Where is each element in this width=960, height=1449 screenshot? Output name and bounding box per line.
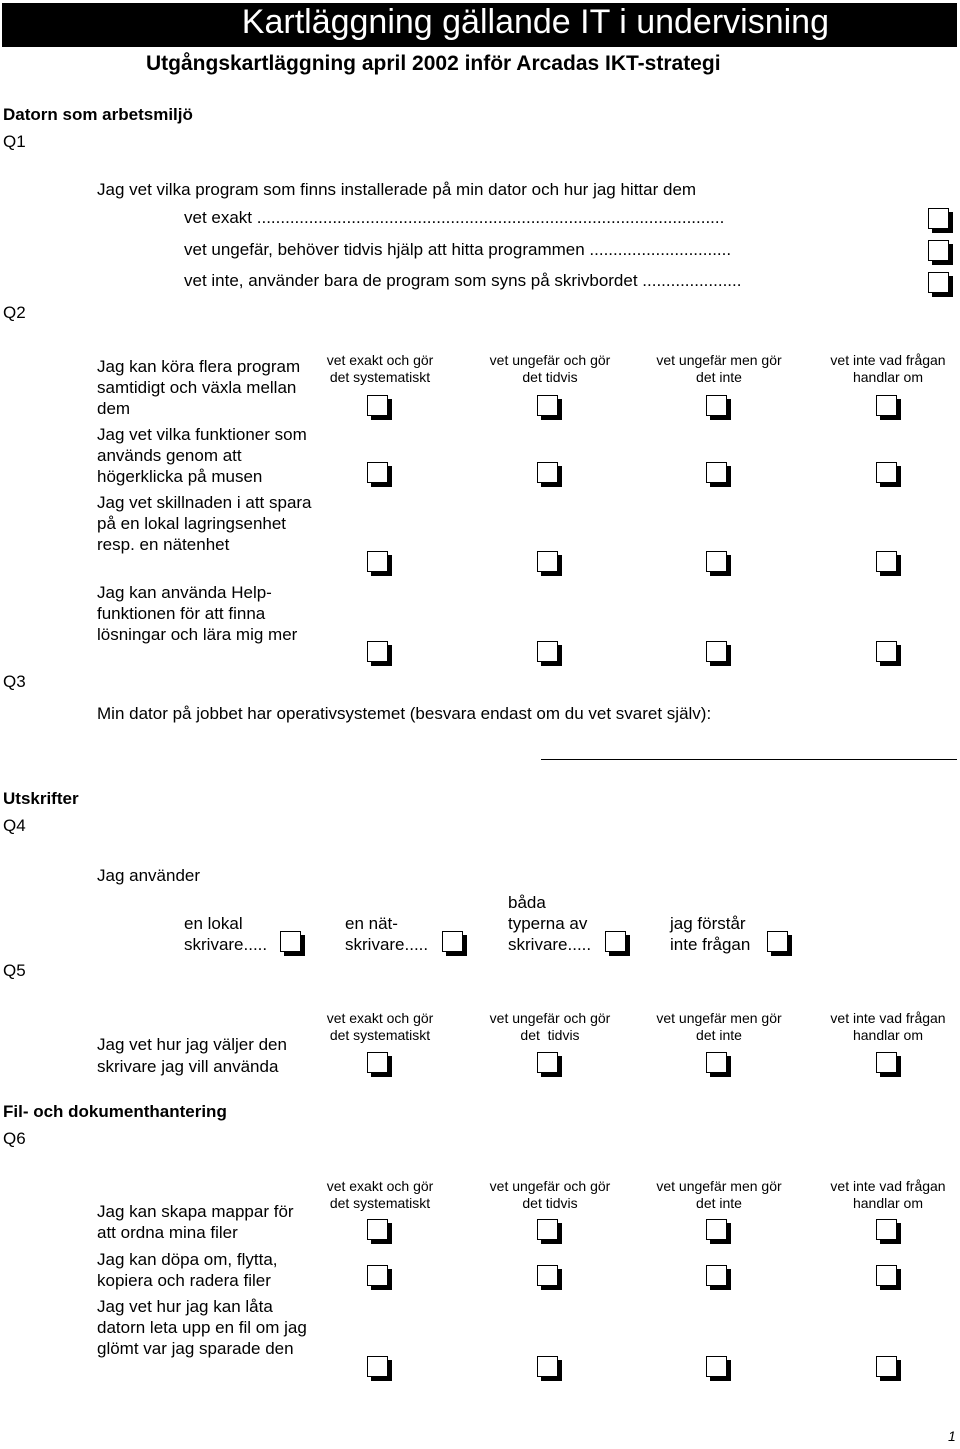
- q5-scale-col3-line2: det inte: [696, 1027, 742, 1043]
- q5-checkbox-col1[interactable]: [367, 1052, 388, 1073]
- q1-option-approx: vet ungefär, behöver tidvis hjälp att hitta programmen ..............................: [184, 240, 732, 259]
- q6-row1-checkbox-col3[interactable]: [706, 1219, 727, 1240]
- q4-option-network: [345, 913, 428, 955]
- q2-statement-2: Jag vet vilka funktioner som används genom att högerklicka på musen: [97, 425, 307, 486]
- q2-scale-col3-line1: vet ungefär men gör: [656, 352, 782, 368]
- q2-scale-col1: [305, 352, 455, 386]
- q2-row2-checkbox-col2[interactable]: [537, 462, 558, 483]
- q4-option-both-line3: skrivare.....: [508, 935, 592, 954]
- q6-scale-col4-line1: vet inte vad frågan: [830, 1178, 946, 1194]
- q4-option-network-line1: en nät-: [345, 914, 398, 933]
- q6-scale-col2: [475, 1178, 625, 1212]
- question-label-q3: Q3: [3, 672, 26, 691]
- q2-statement-4: Jag kan använda Help-funktionen för att finna lösningar och lära mig mer: [97, 583, 298, 644]
- q2-row1-checkbox-col1[interactable]: [367, 395, 388, 416]
- q5-checkbox-col3[interactable]: [706, 1052, 727, 1073]
- q5-scale-col1: [305, 1010, 455, 1044]
- section-heading-fil: Fil- och dokumenthantering: [3, 1102, 227, 1121]
- q5-statement: [97, 1034, 287, 1078]
- q2-scale-col4-line2: handlar om: [852, 369, 924, 385]
- q4-option-dont-understand-line1: jag förstår: [670, 914, 746, 933]
- q5-checkbox-col4[interactable]: [876, 1052, 897, 1073]
- q4-option-local-line1: en lokal: [184, 914, 243, 933]
- question-label-q5: Q5: [3, 961, 26, 980]
- q2-scale-col4-line1: vet inte vad frågan: [830, 352, 946, 368]
- q6-row3-checkbox-col1[interactable]: [367, 1356, 388, 1377]
- q6-scale-col1: [305, 1178, 455, 1212]
- q6-row1-checkbox-col2[interactable]: [537, 1219, 558, 1240]
- page-subtitle: Utgångskartläggning april 2002 inför Arcadas IKT-strategi: [146, 52, 721, 75]
- q5-statement-line1: Jag vet hur jag väljer den: [97, 1035, 287, 1054]
- question-label-q4: Q4: [3, 816, 26, 835]
- q2-row2-checkbox-col4[interactable]: [876, 462, 897, 483]
- q4-lead: Jag använder: [97, 866, 201, 885]
- q4-option-local-line2: skrivare.....: [184, 935, 268, 954]
- q6-row1-checkbox-col1[interactable]: [367, 1219, 388, 1240]
- q2-scale-col1-line2: det systematiskt: [329, 369, 431, 385]
- q6-row2-checkbox-col4[interactable]: [876, 1265, 897, 1286]
- q5-scale-col4: [813, 1010, 960, 1044]
- q2-row4-checkbox-col1[interactable]: [367, 641, 388, 662]
- q2-row4-checkbox-col3[interactable]: [706, 641, 727, 662]
- q4-option-both-line1: båda: [508, 893, 546, 912]
- q5-scale-col2-line1: vet ungefär och gör: [489, 1010, 611, 1026]
- section-heading-utskrifter: Utskrifter: [3, 789, 79, 808]
- q1-checkbox-dont-know[interactable]: [928, 272, 949, 293]
- q4-option-local: [184, 913, 267, 955]
- q6-row2-checkbox-col3[interactable]: [706, 1265, 727, 1286]
- q4-option-network-line2: skrivare.....: [345, 935, 429, 954]
- q2-statement-3: Jag vet skillnaden i att spara på en lokal lagringsenhet resp. en nätenhet: [97, 493, 312, 554]
- q4-option-both: [508, 892, 591, 955]
- q6-row1-checkbox-col4[interactable]: [876, 1219, 897, 1240]
- q6-scale-col4: [813, 1178, 960, 1212]
- page-number: 1: [948, 1428, 956, 1444]
- q6-scale-col2-line2: det tidvis: [522, 1195, 578, 1211]
- question-label-q1: Q1: [3, 132, 26, 151]
- q6-scale-col2-line1: vet ungefär och gör: [489, 1178, 611, 1194]
- q5-scale-col3: [644, 1010, 794, 1044]
- q4-option-both-line2: typerna av: [508, 914, 588, 933]
- q2-row4-checkbox-col4[interactable]: [876, 641, 897, 662]
- q6-scale-col3: [644, 1178, 794, 1212]
- q4-checkbox-local[interactable]: [280, 931, 301, 952]
- q6-statement-2: Jag kan döpa om, flytta, kopiera och radera filer: [97, 1250, 278, 1290]
- q2-scale-col2-line1: vet ungefär och gör: [489, 352, 611, 368]
- q4-checkbox-network[interactable]: [442, 931, 463, 952]
- q5-scale-col1-line1: vet exakt och gör: [326, 1010, 434, 1026]
- q4-checkbox-both[interactable]: [605, 931, 626, 952]
- q6-row2-checkbox-col1[interactable]: [367, 1265, 388, 1286]
- q5-checkbox-col2[interactable]: [537, 1052, 558, 1073]
- q3-answer-line[interactable]: [541, 759, 957, 760]
- q6-scale-col1-line1: vet exakt och gör: [326, 1178, 434, 1194]
- q3-question: Min dator på jobbet har operativsystemet (besvara endast om du vet svaret själv):: [97, 704, 712, 723]
- q1-checkbox-exact[interactable]: [928, 208, 949, 229]
- q1-option-exact: vet exakt ...................................................................................................: [184, 208, 725, 227]
- q5-scale-col2: [475, 1010, 625, 1044]
- question-label-q6: Q6: [3, 1129, 26, 1148]
- q1-question: Jag vet vilka program som finns installerade på min dator och hur jag hittar dem: [97, 180, 697, 199]
- q2-scale-col3: [644, 352, 794, 386]
- section-heading-datorn: Datorn som arbetsmiljö: [3, 105, 193, 124]
- page-title: Kartläggning gällande IT i undervisning: [241, 3, 829, 41]
- q1-checkbox-approx[interactable]: [928, 240, 949, 261]
- q2-row3-checkbox-col1[interactable]: [367, 551, 388, 572]
- title-banner: [2, 3, 957, 47]
- q2-row2-checkbox-col1[interactable]: [367, 462, 388, 483]
- q2-row3-checkbox-col3[interactable]: [706, 551, 727, 572]
- q6-row3-checkbox-col4[interactable]: [876, 1356, 897, 1377]
- q2-statement-1: Jag kan köra flera program samtidigt och växla mellan dem: [97, 357, 301, 418]
- q4-option-dont-understand-line2: inte frågan: [670, 935, 751, 954]
- q2-scale-col2-line2: det tidvis: [522, 369, 578, 385]
- q5-scale-col4-line2: handlar om: [852, 1027, 924, 1043]
- q6-scale-col3-line2: det inte: [696, 1195, 742, 1211]
- q5-scale-col3-line1: vet ungefär men gör: [656, 1010, 782, 1026]
- q2-scale-col3-line2: det inte: [696, 369, 742, 385]
- q2-scale-col1-line1: vet exakt och gör: [326, 352, 434, 368]
- q2-row1-checkbox-col3[interactable]: [706, 395, 727, 416]
- q2-scale-col2: [475, 352, 625, 386]
- q2-row2-checkbox-col3[interactable]: [706, 462, 727, 483]
- q6-scale-col4-line2: handlar om: [852, 1195, 924, 1211]
- q5-statement-line2: skrivare jag vill använda: [97, 1057, 279, 1076]
- q5-scale-col1-line2: det systematiskt: [329, 1027, 431, 1043]
- q2-row1-checkbox-col2[interactable]: [537, 395, 558, 416]
- q2-scale-col4: [813, 352, 960, 386]
- q5-scale-col2-line2: det tidvis: [520, 1027, 580, 1043]
- q5-scale-col4-line1: vet inte vad frågan: [830, 1010, 946, 1026]
- q2-row3-checkbox-col4[interactable]: [876, 551, 897, 572]
- q4-checkbox-dont-understand[interactable]: [767, 931, 788, 952]
- q6-row3-checkbox-col2[interactable]: [537, 1356, 558, 1377]
- q6-statement-1: Jag kan skapa mappar för att ordna mina filer: [97, 1202, 294, 1242]
- question-label-q2: Q2: [3, 303, 26, 322]
- q6-row2-checkbox-col2[interactable]: [537, 1265, 558, 1286]
- q2-row3-checkbox-col2[interactable]: [537, 551, 558, 572]
- q6-scale-col3-line1: vet ungefär men gör: [656, 1178, 782, 1194]
- q6-statement-3: Jag vet hur jag kan låta datorn leta upp en fil om jag glömt var jag sparade den: [97, 1297, 307, 1358]
- q6-row3-checkbox-col3[interactable]: [706, 1356, 727, 1377]
- q6-scale-col1-line2: det systematiskt: [329, 1195, 431, 1211]
- q2-row4-checkbox-col2[interactable]: [537, 641, 558, 662]
- q2-row1-checkbox-col4[interactable]: [876, 395, 897, 416]
- q4-option-dont-understand: [670, 913, 750, 955]
- q1-option-dont-know: vet inte, använder bara de program som syns på skrivbordet .....................: [184, 271, 742, 290]
